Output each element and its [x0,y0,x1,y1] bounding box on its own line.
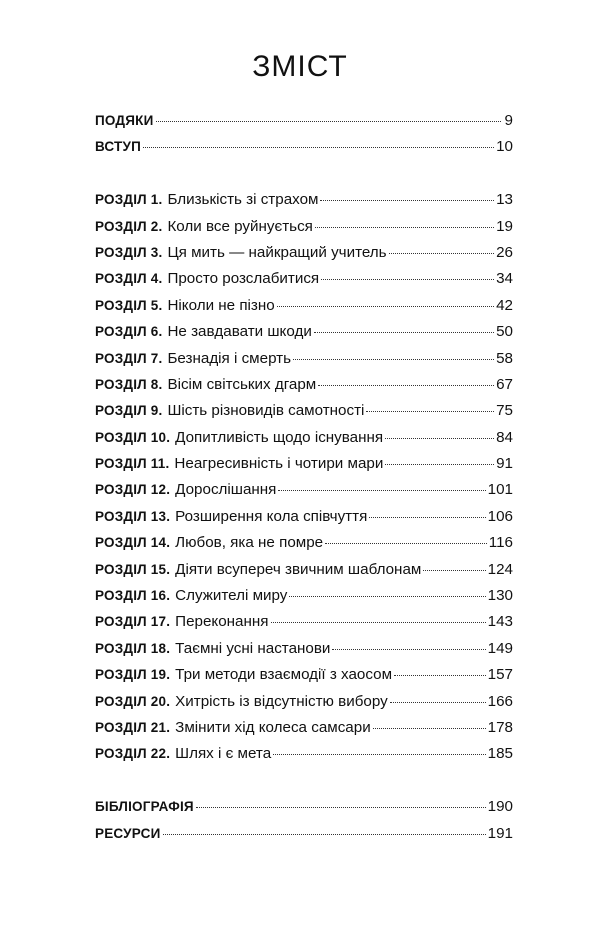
dot-leader [273,754,486,755]
page-number: 67 [496,375,513,393]
entry-label: РОЗДІЛ 5. [95,297,163,313]
toc-entry [95,138,513,164]
entry-title: Безнадія і смерть [167,349,292,367]
page-number: 58 [496,349,513,367]
toc-entry [95,561,513,587]
dot-leader [385,438,494,439]
toc-entry [95,481,513,507]
dot-leader [289,596,485,597]
toc-entry [95,455,513,481]
toc-entry [95,323,513,349]
toc-entry [95,376,513,402]
toc-entry [95,350,513,376]
entry-title: Просто розслабитися [167,270,320,288]
toc-entry [95,297,513,323]
entry-title: Змінити хід колеса самсари [175,718,371,736]
toc-entry [95,402,513,428]
page-number: 191 [487,824,513,842]
entry-title: Не завдавати шкоди [167,323,312,341]
dot-leader [423,570,485,571]
toc-entry [95,745,513,771]
dot-leader [373,728,486,729]
toc-entry [95,719,513,745]
entry-label: РОЗДІЛ 8. [95,376,163,392]
dot-leader [385,464,494,465]
entry-title: Ця мить — найкращий учитель [167,243,387,261]
page-number: 10 [496,138,513,156]
toc-entry [95,798,513,824]
page-number: 157 [487,666,513,684]
entry-title: Шлях і є мета [175,745,272,763]
dot-leader [293,359,494,360]
page-number: 50 [496,323,513,341]
page-number: 178 [487,718,513,736]
entry-label: РОЗДІЛ 3. [95,244,163,260]
dot-leader [369,517,485,518]
entry-label: ПОДЯКИ [95,113,154,128]
toc-entry [95,534,513,560]
entry-title: Три методи взаємодії з хаосом [175,666,393,684]
page-number: 84 [496,428,513,446]
page-number: 91 [496,455,513,473]
entry-title: Шість різновидів самотності [167,402,365,420]
toc-entry [95,640,513,666]
page-title: ЗМІСТ [252,50,348,83]
page-number: 185 [487,745,513,763]
page-number: 13 [496,191,513,209]
entry-label: РОЗДІЛ 6. [95,324,163,340]
entry-label: РОЗДІЛ 11. [95,456,170,472]
page-number: 190 [487,798,513,816]
page-number: 130 [487,587,513,605]
entry-label: РОЗДІЛ 22. [95,746,171,762]
toc-entry [95,191,513,217]
entry-label: РОЗДІЛ 15. [95,561,171,577]
page-number: 143 [487,613,513,631]
entry-label: БІБЛІОГРАФІЯ [95,799,194,815]
entry-title: Хитрість із відсутністю вибору [175,692,388,710]
dot-leader [394,675,486,676]
toc-entry [95,112,513,138]
entry-title: Таємні усні настанови [175,639,331,657]
entry-label: РОЗДІЛ 20. [95,693,171,709]
entry-title: Неагресивність і чотири мари [174,455,384,473]
dot-leader [366,411,494,412]
page-number: 106 [487,507,513,525]
dot-leader [156,121,502,122]
page-number: 42 [496,296,513,314]
dot-leader [143,147,494,148]
dot-leader [278,490,485,491]
entry-title: Діяти всупереч звичним шаблонам [175,560,422,578]
toc-entry [95,825,513,851]
page-number: 9 [504,112,513,129]
entry-label: РОЗДІЛ 13. [95,508,171,524]
toc-entry [95,508,513,534]
dot-leader [332,649,485,650]
entry-title: Ніколи не пізно [167,296,275,314]
dot-leader [271,622,486,623]
dot-leader [318,385,494,386]
dot-leader [321,279,494,280]
entry-label: РОЗДІЛ 10. [95,429,171,445]
dot-leader [196,807,486,808]
toc-entry [95,270,513,296]
entry-label: РОЗДІЛ 21. [95,719,171,735]
dot-leader [325,543,487,544]
entry-title: Переконання [175,613,269,631]
dot-leader [389,253,495,254]
entry-label: РОЗДІЛ 4. [95,271,163,287]
entry-label: РОЗДІЛ 18. [95,640,171,656]
entry-label: РОЗДІЛ 12. [95,482,171,498]
page-number: 116 [488,534,513,552]
dot-leader [163,834,486,835]
entry-label: РОЗДІЛ 17. [95,614,171,630]
entry-label: РЕСУРСИ [95,825,161,841]
toc-entry [95,693,513,719]
dot-leader [320,200,494,201]
dot-leader [315,227,494,228]
entry-title: Коли все руйнується [167,217,313,235]
page-number: 124 [487,560,513,578]
toc-entry [95,666,513,692]
page-number: 26 [496,243,513,261]
entry-label: РОЗДІЛ 9. [95,403,163,419]
page-number: 149 [487,639,513,657]
entry-title: Розширення кола співчуття [175,507,368,525]
dot-leader [314,332,494,333]
toc-entry [95,218,513,244]
page-number: 75 [496,402,513,420]
entry-title: Служителі миру [175,587,288,605]
entry-title: Вісім світських дгарм [167,375,317,393]
table-of-contents [95,112,513,851]
entry-label: ВСТУП [95,139,141,155]
toc-entry [95,587,513,613]
entry-label: РОЗДІЛ 16. [95,588,171,604]
page-number: 34 [496,270,513,288]
entry-title: Близькість зі страхом [167,191,319,209]
entry-label: РОЗДІЛ 7. [95,350,163,366]
entry-title: Любов, яка не помре [175,534,324,552]
dot-leader [390,702,486,703]
page-number: 19 [496,217,513,235]
entry-label: РОЗДІЛ 19. [95,667,171,683]
entry-title: Допитливість щодо існування [175,428,384,446]
page-number: 166 [487,692,513,710]
dot-leader [277,306,494,307]
entry-label: РОЗДІЛ 14. [95,535,171,551]
toc-entry [95,613,513,639]
toc-entry [95,429,513,455]
toc-entry [95,244,513,270]
entry-title: Дорослішання [175,481,277,499]
section-gap [95,165,513,191]
entry-label: РОЗДІЛ 2. [95,218,163,234]
section-gap [95,772,513,798]
entry-label: РОЗДІЛ 1. [95,192,163,208]
page-number: 101 [487,481,513,499]
